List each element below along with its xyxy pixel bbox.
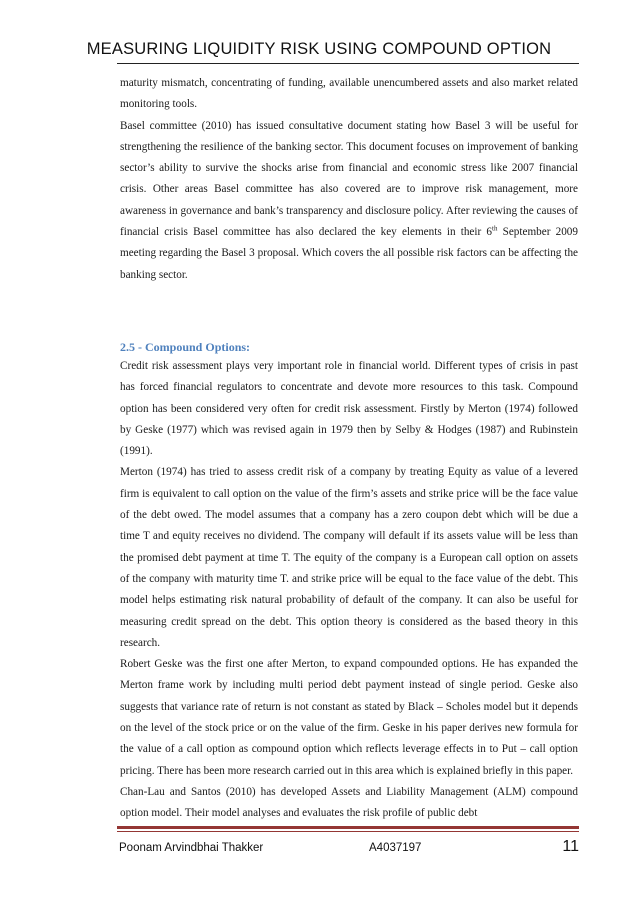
page-footer (119, 838, 579, 860)
paragraph-credit-risk: Credit risk assessment plays very important role in financial world. Different types of crisis in past has forced financial regulators to concentrate and devote more resources to this task. Compound option has been considered very often for credit risk assessment. Firstly by Merton (1974) followed by Geske (1977) which was revised again in 1979 then by Selby & Hodges (1987) and Rubinstein (1991). (120, 359, 578, 458)
paragraph-chan-lau-santos: Chan-Lau and Santos (2010) has developed Assets and Liability Management (ALM) compound option model. Their model analyses and evaluates the risk profile of public debt (120, 785, 578, 820)
ordinal-superscript: th (492, 224, 498, 233)
footer-author: Poonam Arvindbhai Thakker (119, 842, 264, 854)
header-divider (117, 63, 579, 64)
page-number: 11 (562, 838, 579, 855)
paragraph-geske: Robert Geske was the first one after Merton, to expand compounded options. He has expanded the Merton frame work by including multi period debt payment instead of single period. Geske also suggests that variance rate of return is not constant as stated by Black – Scholes model but it depends on the level of the stock price or on the value of the firm. Geske in his paper derives new formula for the value of a call option as compound option which reflects leverage effects in to Put – call option pricing. There has been more research carried out in this area which is explained briefly in this paper. (120, 658, 578, 777)
paragraph-basel-committee (120, 116, 578, 286)
document-body (120, 73, 578, 825)
paragraph-merton: Merton (1974) has tried to assess credit risk of a company by treating Equity as value of a levered firm is equivalent to call option on the value of the firm’s assets and strike price will be the face value of the debt owed. The model assumes that a company has a zero coupon debt which will be due a time T and equity receives no dividend. The company will default if its assets value will be less than the promised debt payment at time T. The equity of the company is a European call option on assets of the company with maturity time T. and strike price will be equal to the face value of the debt. This model helps estimating risk natural probability of default of the company. It can also be useful for measuring credit spread on the debt. This option theory is considered as the based theory in this research. (120, 466, 578, 649)
footer-divider-thin (117, 831, 579, 832)
section-gap (120, 286, 578, 318)
section-heading-compound-options: 2.5 - Compound Options: (120, 339, 251, 354)
basel-text-start: Basel committee (2010) has issued consultative document stating how Basel 3 will be useful for strengthening the resilience of the banking sector. This document focuses on improvement of banking sector’s ability to survive the shocks arise from financial and economic stress like 2007 financial crisis. Other areas Basel committee has also covered are to improve risk management, more awareness in governance and bank’s transparency and disclosure policy. After reviewing the causes of financial crisis Basel committee has also declared the key elements in their 6 (120, 119, 578, 239)
footer-divider-thick (117, 826, 579, 829)
footer-student-id: A4037197 (369, 842, 422, 854)
page-header-title: MEASURING LIQUIDITY RISK USING COMPOUND OPTION (86, 40, 552, 58)
paragraph-maturity-mismatch: maturity mismatch, concentrating of funding, available unencumbered assets and also market related monitoring tools. (120, 77, 578, 111)
basel-text-end: September 2009 meeting regarding the Basel 3 proposal. Which covers the all possible risk factors can be affecting the banking sector. (120, 226, 578, 281)
